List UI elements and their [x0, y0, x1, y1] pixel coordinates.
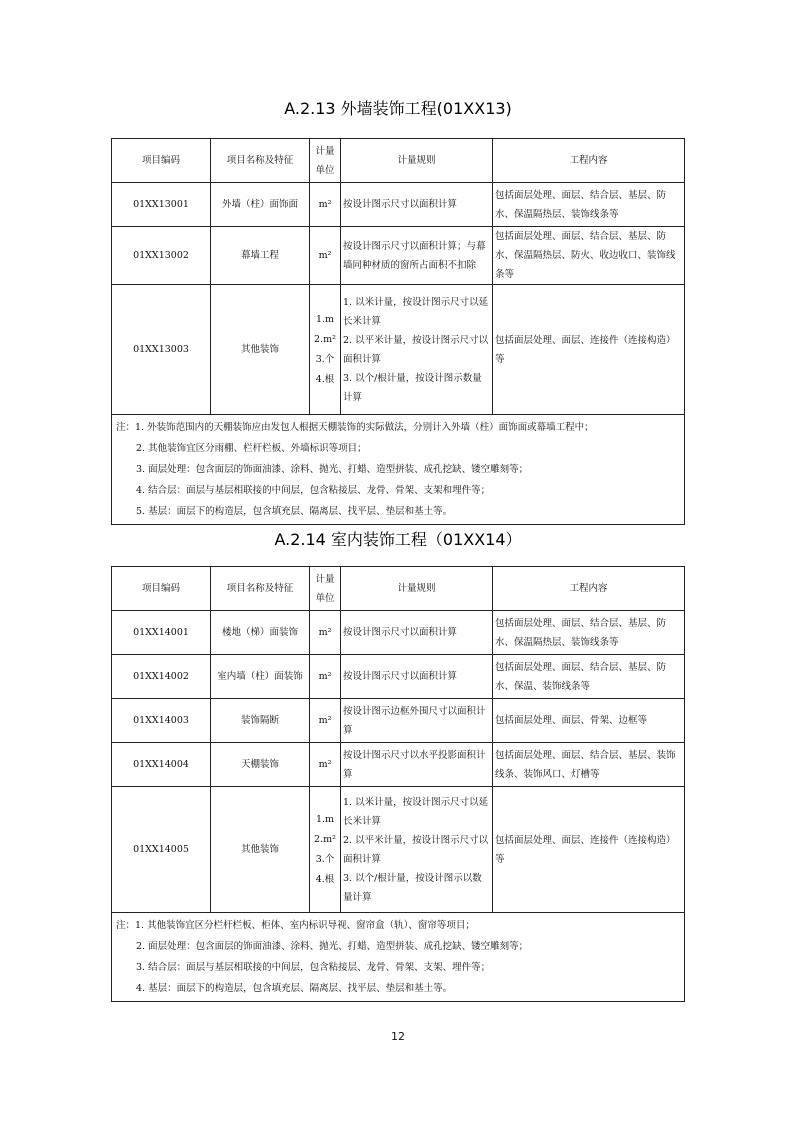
note-line: 3. 面层处理：包含面层的饰面油漆、涂料、抛光、打蜡、造型拼装、成孔挖缺、镂空雕刻等；: [136, 464, 529, 475]
cell-unit: m²: [310, 227, 341, 285]
table-header-row: [112, 567, 685, 611]
cell-unit: m²: [310, 611, 341, 655]
table-row: [112, 743, 685, 787]
table-row: [112, 655, 685, 699]
unit-option: 3.个: [315, 353, 335, 365]
rule-item: 2. 以平米计量，按设计图示尺寸以面积计算: [343, 334, 489, 365]
cell-content: 包括面层处理、面层、连接件（连接构造）等: [493, 285, 685, 415]
cell-rule-list: [341, 285, 493, 415]
cell-code: 01XX14003: [112, 699, 211, 743]
table-notes-row: [112, 913, 685, 1002]
cell-content: 包括面层处理、面层、结合层、基层、防水、保温、装饰线条等: [493, 655, 685, 699]
table-interior-decoration: [111, 566, 685, 1002]
cell-rule: 按设计图示尺寸以水平投影面积计算: [341, 743, 493, 787]
cell-rule-list: [341, 787, 493, 913]
table-row: [112, 699, 685, 743]
rule-item: 2. 以平米计量，按设计图示尺寸以面积计算: [343, 834, 489, 865]
cell-unit: m²: [310, 655, 341, 699]
table-row-other: [112, 787, 685, 913]
notes-cell: [112, 913, 685, 1002]
header-code: 项目编码: [112, 139, 211, 183]
note-line: 4. 基层：面层下的构造层，包含填充层、隔离层、找平层、垫层和基土等。: [136, 983, 453, 994]
cell-name: 幕墙工程: [211, 227, 310, 285]
cell-code: 01XX14004: [112, 743, 211, 787]
rule-item: 3. 以个/根计量，按设计图示以数量计算: [343, 872, 482, 903]
unit-option: 4.根: [315, 873, 335, 885]
table-row: [112, 183, 685, 227]
cell-content: 包括面层处理、面层、结合层、基层、防水、保温隔热层、装饰线条等: [493, 611, 685, 655]
rule-item: 1. 以米计量，按设计图示尺寸以延长米计算: [343, 796, 489, 827]
note-line: 4. 结合层：面层与基层相联接的中间层，包含粘接层、龙骨、骨架、支架和埋件等；: [136, 485, 491, 496]
header-unit: 计量单位: [310, 139, 341, 183]
cell-rule: 按设计图示尺寸以面积计算: [341, 611, 493, 655]
header-rule: 计量规则: [341, 567, 493, 611]
unit-option: 4.根: [315, 373, 335, 385]
header-content: 工程内容: [493, 567, 685, 611]
unit-option: 1.m: [315, 313, 335, 325]
rule-item: 1. 以米计量，按设计图示尺寸以延长米计算: [343, 296, 489, 327]
table-row: [112, 227, 685, 285]
cell-rule: 按设计图示尺寸以面积计算: [341, 655, 493, 699]
cell-code: 01XX14005: [112, 787, 211, 913]
header-code: 项目编码: [112, 567, 211, 611]
header-unit: 计量单位: [310, 567, 341, 611]
note-line: 注：1. 外装饰范围内的天棚装饰应由发包人根据天棚装饰的实际做法，分别计入外墙（柱）面饰面或幕墙工程中；: [116, 422, 594, 433]
unit-option: 2.m²: [314, 833, 336, 845]
cell-rule: 按设计图示尺寸以面积计算；与幕墙同种材质的窗所占面积不扣除: [341, 227, 493, 285]
notes-cell: [112, 415, 685, 525]
cell-content: 包括面层处理、面层、连接件（连接构造）等: [493, 787, 685, 913]
cell-unit: m²: [310, 699, 341, 743]
cell-code: 01XX14001: [112, 611, 211, 655]
cell-name: 其他装饰: [211, 787, 310, 913]
note-line: 3. 结合层：面层与基层相联接的中间层，包含粘接层、龙骨、骨架、支架、埋件等；: [136, 962, 491, 973]
table-row-other: [112, 285, 685, 415]
cell-name: 装饰隔断: [211, 699, 310, 743]
cell-name: 楼地（梯）面装饰: [211, 611, 310, 655]
unit-option: 3.个: [315, 853, 335, 865]
note-line: 2. 其他装饰宜区分雨棚、栏杆栏板、外墙标识等项目；: [136, 443, 367, 454]
cell-name: 其他装饰: [211, 285, 310, 415]
cell-unit: m²: [310, 743, 341, 787]
section-title-a214: A.2.14 室内装饰工程（01XX14）: [274, 530, 522, 549]
unit-option: 1.m: [315, 813, 335, 825]
rule-item: 3. 以个/根计量，按设计图示数量计算: [343, 372, 482, 403]
table-notes-row: [112, 415, 685, 525]
section-title-a213: A.2.13 外墙装饰工程(01XX13): [284, 99, 512, 118]
page-number: 12: [391, 1030, 405, 1043]
cell-name: 室内墙（柱）面装饰: [211, 655, 310, 699]
table-row: [112, 611, 685, 655]
cell-content: 包括面层处理、面层、结合层、基层、防水、保温隔热层、装饰线条等: [493, 183, 685, 227]
header-name: 项目名称及特征: [211, 567, 310, 611]
cell-content: 包括面层处理、面层、结合层、基层、装饰线条、装饰风口、灯槽等: [493, 743, 685, 787]
cell-unit-list: [310, 787, 341, 913]
note-line: 注：1. 其他装饰宜区分栏杆栏板、柜体、室内标识导视、窗帘盒（轨）、窗帘等项目；: [116, 920, 475, 931]
cell-unit: m²: [310, 183, 341, 227]
cell-rule: 按设计图示尺寸以面积计算: [341, 183, 493, 227]
table-header-row: [112, 139, 685, 183]
table-exterior-wall-decoration: [111, 138, 685, 525]
header-name: 项目名称及特征: [211, 139, 310, 183]
note-line: 2. 面层处理：包含面层的饰面油漆、涂料、抛光、打蜡、造型拼装、成孔挖缺、镂空雕刻等；: [136, 941, 529, 952]
cell-rule: 按设计图示边框外围尺寸以面积计算: [341, 699, 493, 743]
header-rule: 计量规则: [341, 139, 493, 183]
cell-code: 01XX13002: [112, 227, 211, 285]
cell-code: 01XX14002: [112, 655, 211, 699]
cell-name: 天棚装饰: [211, 743, 310, 787]
header-content: 工程内容: [493, 139, 685, 183]
cell-content: 包括面层处理、面层、骨架、边框等: [493, 699, 685, 743]
unit-option: 2.m²: [314, 333, 336, 345]
note-line: 5. 基层：面层下的构造层，包含填充层、隔离层、找平层、垫层和基土等。: [136, 506, 453, 517]
cell-content: 包括面层处理、面层、结合层、基层、防水、保温隔热层、防火、收边收口、装饰线条等: [493, 227, 685, 285]
cell-code: 01XX13003: [112, 285, 211, 415]
cell-code: 01XX13001: [112, 183, 211, 227]
cell-unit-list: [310, 285, 341, 415]
cell-name: 外墙（柱）面饰面: [211, 183, 310, 227]
